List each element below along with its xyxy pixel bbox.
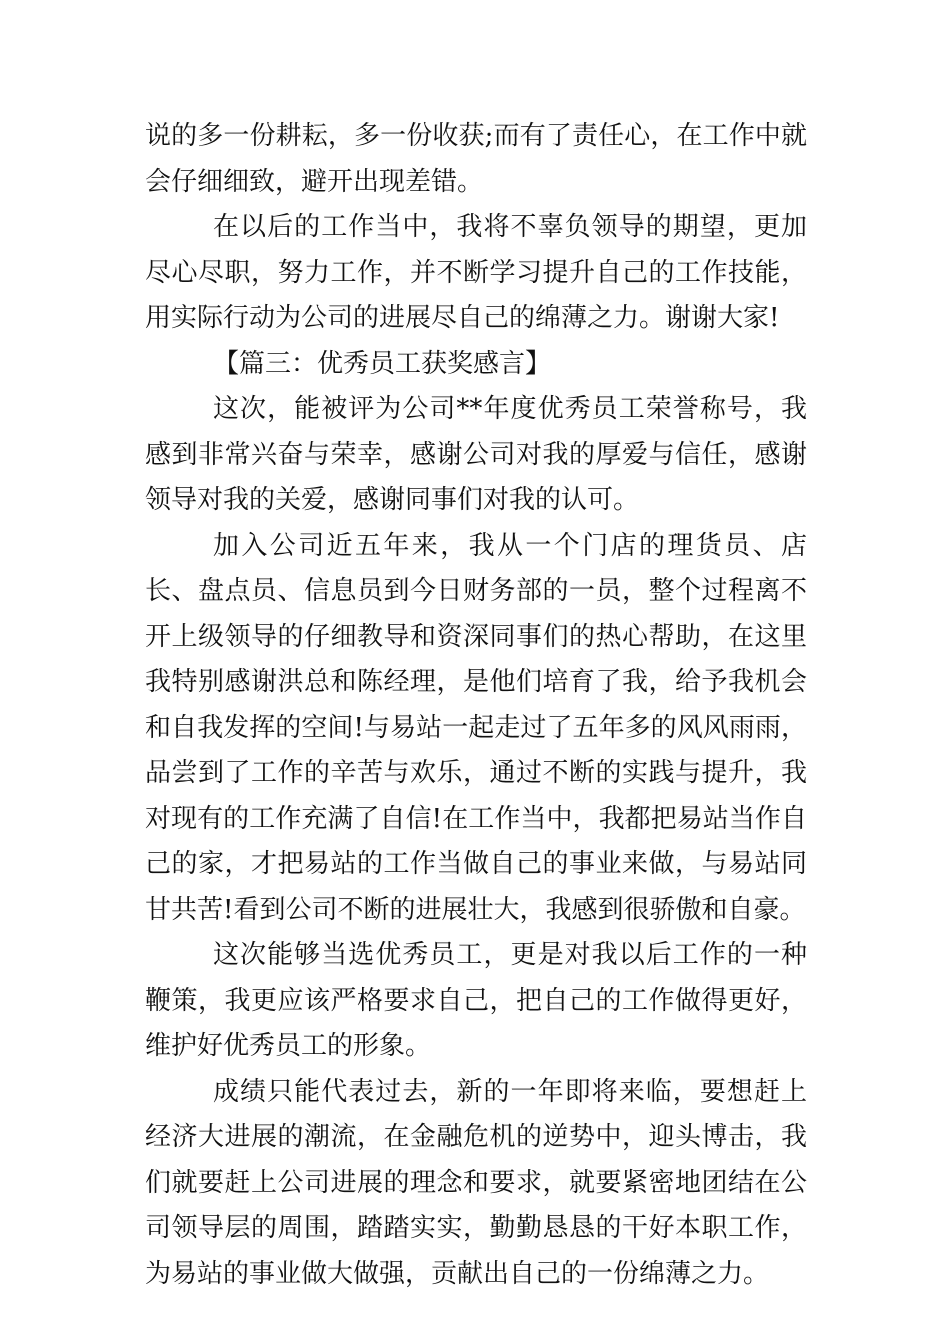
paragraph-award-thanks: 这次，能被评为公司**年度优秀员工荣誉称号，我感到非常兴奋与荣幸，感谢公司对我的厚爱与信任，感谢领导对我的关爱，感谢同事们对我的认可。 [145, 394, 807, 515]
document-body [145, 114, 807, 1297]
paragraph-closing-pledge: 在以后的工作当中，我将不辜负领导的期望，更加尽心尽职，努力工作，并不断学习提升自己的工作技能，用实际行动为公司的进展尽自己的绵薄之力。谢谢大家! [145, 212, 807, 333]
paragraph-motivation: 这次能够当选优秀员工，更是对我以后工作的一种鞭策，我更应该严格要求自己，把自己的工作做得更好，维护好优秀员工的形象。 [145, 940, 807, 1061]
section-heading: 【篇三：优秀员工获奖感言】 [213, 348, 552, 379]
paragraph-career-history: 加入公司近五年来，我从一个门店的理货员、店长、盘点员、信息员到今日财务部的一员，整个过程离不开上级领导的仔细教导和资深同事们的热心帮助，在这里我特别感谢洪总和陈经理，是他们培育了我，给予我机会和自我发挥的空间!与易站一起走过了五年多的风风雨雨，品尝到了工作的辛苦与欢乐，通过不断的实践与提升，我对现有的工作充满了自信!在工作当中，我都把易站当作自己的家，才把易站的工作当做自己的事业来做，与易站同甘共苦!看到公司不断的进展壮大，我感到很骄傲和自豪。 [145, 530, 807, 925]
paragraph-continuation: 说的多一份耕耘，多一份收获;而有了责任心，在工作中就会仔细细致，避开出现差错。 [145, 121, 807, 197]
paragraph-future-goals: 成绩只能代表过去，新的一年即将来临，要想赶上经济大进展的潮流，在金融危机的逆势中，迎头博击，我们就要赶上公司进展的理念和要求，就要紧密地团结在公司领导层的周围，踏踏实实，勤勤恳恳的干好本职工作，为易站的事业做大做强，贡献出自己的一份绵薄之力。 [145, 1076, 807, 1289]
